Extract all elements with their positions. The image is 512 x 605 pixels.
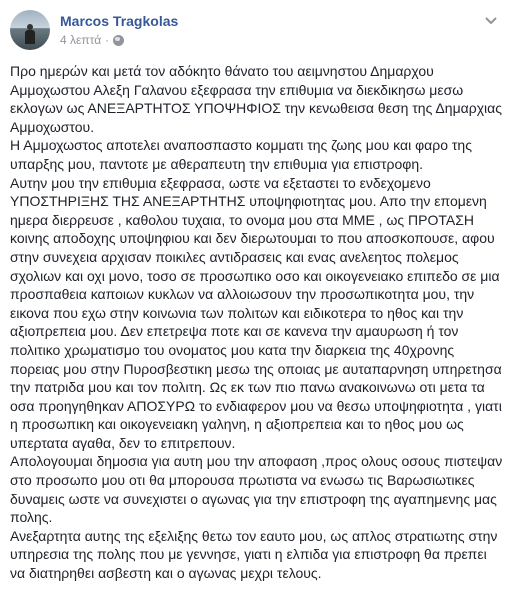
author-name[interactable]: Marcos Tragkolas — [60, 13, 179, 29]
post-paragraph: Απολογουμαι δημοσια για αυτη μου την αποφαση ,προς ολους οσους πιστεψαν στο προσωπο μου οτι θα μπορουσα πρωτιστα να ενωσω τις Βαρωσιωτικες δυναμεις ωστε να συνεχιστει ο αγωνας για την επιστροφη της αγαπημενης μας πολης. — [10, 453, 503, 526]
post-body — [10, 62, 504, 583]
meta-separator: · — [105, 33, 110, 47]
avatar[interactable] — [10, 10, 50, 50]
post-paragraph: Ανεξαρτητα αυτης της εξελιξης θετω τον εαυτο μου, ως απλος στρατιωτης στην υπηρεσια της πολης που με γεννησε, γιατι η ελπιδα για επιστροφη θα πρεπει να διατηρηθει ασβεστη και ο αγωνας μεχρι τελους. — [10, 527, 498, 582]
post-paragraph: Η Αμμοχωστος αποτελει αναποσπαστο κομματι της ζωης μου και φαρο της υπαρξης μου, παντοτε με αθεραπευτη την επιθυμια για επιστροφη. — [10, 137, 472, 172]
post-paragraph: Αυτην μου την επιθυμια εξεφρασα, ωστε να εξεταστει το ενδεχομενο ΥΠΟΣΤΗΡΙΞΗΣ ΤΗΣ ΑΝΕΞΑΡΤΗΤΗΣ υποψηφιοτητας μου. Απο την επομενη ημερα διερρευσε , καθολου τυχαια, το ονομα μου στα ΜΜΕ , ως ΠΡΟΤΑΣΗ κοινης αποδοχης υποψηφιου και δεν διερωτουμαι το που αποσκοπουσε, αφου στην συνεχεια αρχισαν ποικιλες αντιδρασεις και ενας ανελεητος πολεμος σχολιων και οχι μονο, τοσο σε προσωπικο οσο και οικογενειακο επιπεδο σε μια προσπαθεια καποιων κυκλων να αλλοιωσουν την προσωπικοτητα μου, την εικονα που εχω στην κοινωνια των πολιτων και ειδικοτερα το ηθος και την αξιοπρεπεια μου. Δεν επετρεψα ποτε και σε κανενα την αμαυρωση ή τον πολιτικο χρωματισμο του ονοματος μου κατα την διαρκεια της 40χρονης πορειας μου στην Πυροσβεστικη μεσω της οποιας με αυταπαρνηση υπηρετησα την πατριδα μου και τον πολιτη. Ως εκ των πιο πανω ανακοινωνω οτι μετα τα οσα προηγηθηκαν ΑΠΟΣΥΡΩ το ενδιαφερον μου να θεσω υποψηφιοτητα , γιατι η προσωπικη και οικογενειακη γαληνη, η αξιοπρεπεια και το ηθος μου ως υπερτατα αγαθα, δεν το επιτρεπουν. — [10, 174, 502, 451]
post-timestamp[interactable]: 4 λεπτά — [60, 33, 102, 47]
post-header — [10, 10, 502, 50]
globe-icon[interactable] — [113, 35, 124, 46]
avatar-figure-shape — [25, 30, 35, 44]
post-paragraph: Προ ημερών και μετά τον αδόκητο θάνατο του αειμνηστου Δημαρχου Αμμοχωστου Αλεξη Γαλανου εξεφρασα την επιθυμια να διεκδικησω μεσω εκλογων ως ΑΝΕΞΑΡΤΗΤΟΣ ΥΠΟΨΗΦΙΟΣ την κενωθεισα θεση της Δημαρχιας Αμμοχωστου. — [10, 63, 502, 135]
chevron-down-icon[interactable] — [482, 12, 500, 30]
post-meta — [60, 33, 124, 47]
